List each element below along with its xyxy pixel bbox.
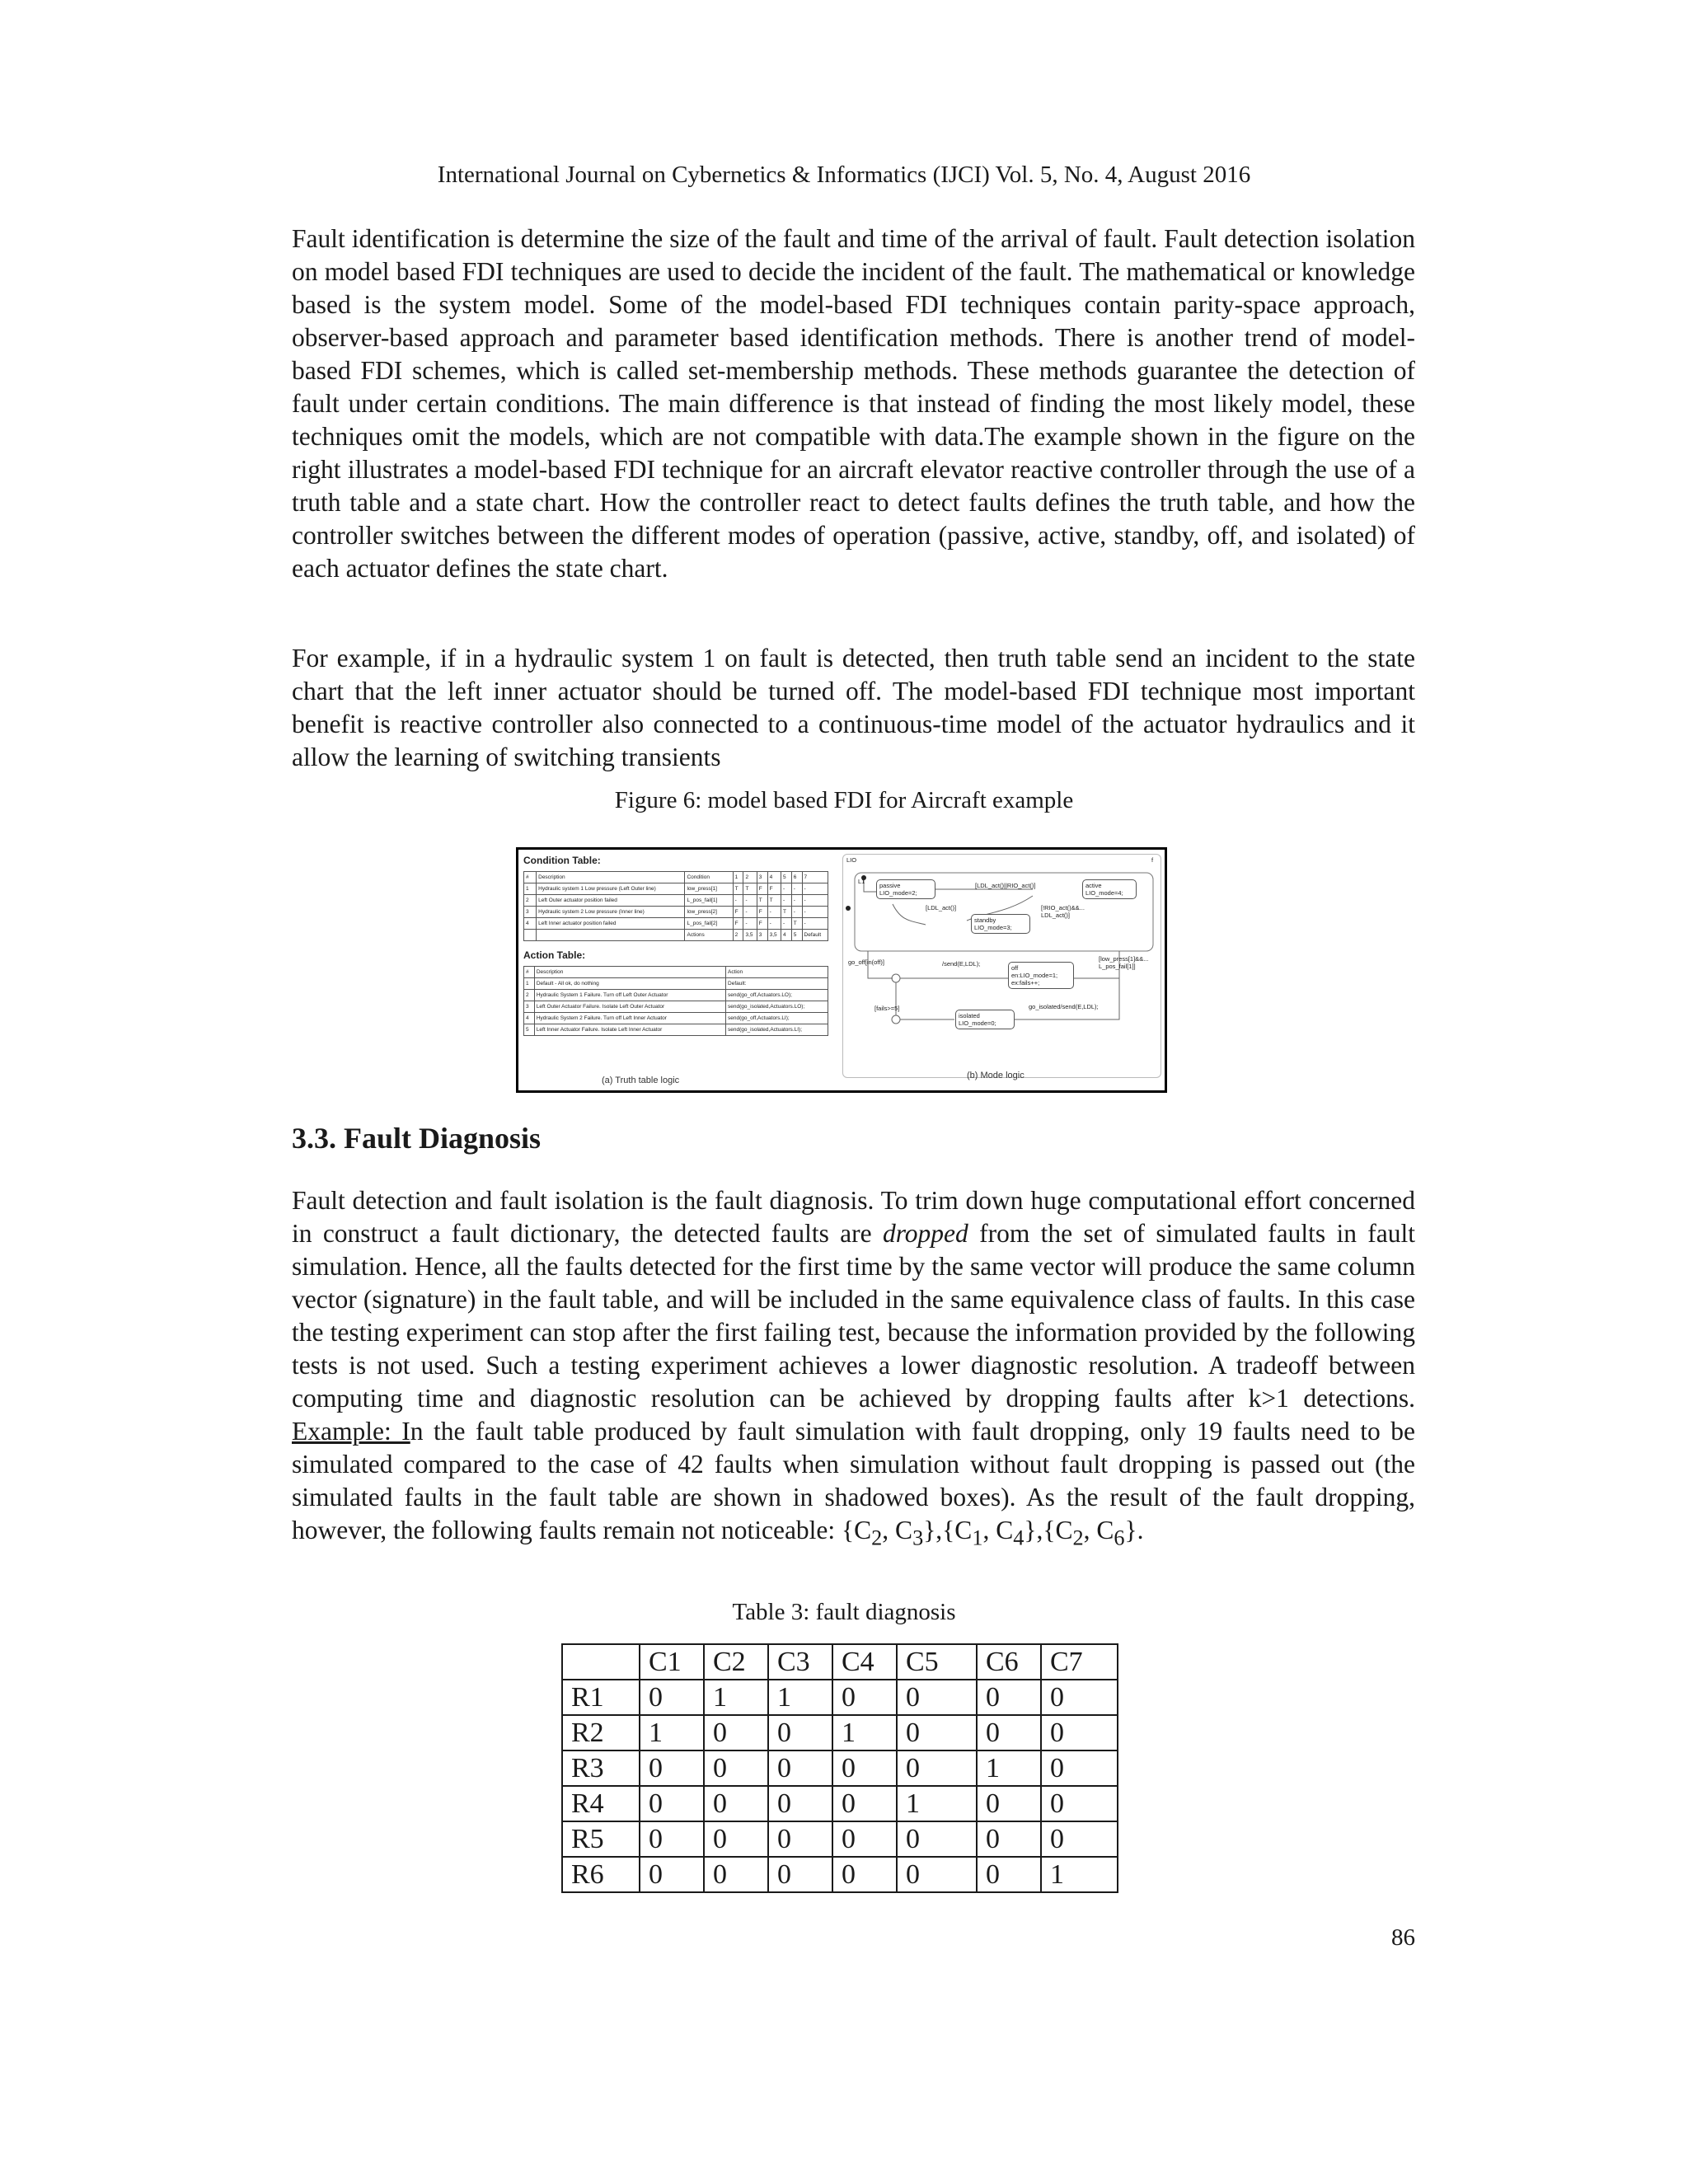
table-cell: 0 [1041, 1715, 1118, 1750]
table-header-row [524, 967, 828, 978]
table-cell: - [791, 907, 802, 918]
table-cell: Condition [685, 872, 733, 883]
table-cell: 0 [768, 1750, 832, 1786]
table-cell [524, 930, 537, 941]
table-cell: L_pos_fail[2] [685, 918, 733, 930]
table-cell: - [802, 907, 828, 918]
table-cell: - [743, 918, 757, 930]
condition-row [524, 883, 828, 895]
table-cell: T [767, 895, 781, 907]
table-cell: 2 [733, 930, 743, 941]
table-cell: 0 [768, 1857, 832, 1892]
table-caption: Table 3: fault diagnosis [732, 1599, 956, 1625]
action-row [524, 1013, 828, 1024]
table-cell: 4 [767, 872, 781, 883]
chart-l1-label: L1 [858, 878, 865, 885]
right-subcaption: (b) Mode logic [967, 1071, 1025, 1080]
table-cell: # [524, 872, 537, 883]
table-cell: 3 [524, 907, 537, 918]
table-cell: - [767, 918, 781, 930]
table-cell: 2 [743, 872, 757, 883]
table-cell: 4 [524, 918, 537, 930]
table-cell: send(go_off,Actuators.LI); [726, 1013, 828, 1024]
transition-label-2: [LDL_act()] [926, 904, 957, 912]
table-row [562, 1680, 1118, 1715]
table-cell: Left Inner actuator position failed [537, 918, 685, 930]
table-cell: 1 [524, 978, 535, 990]
table-cell: 0 [977, 1715, 1041, 1750]
table-cell: 5 [524, 1024, 535, 1036]
table-cell: 3,5 [743, 930, 757, 941]
table-cell: - [743, 907, 757, 918]
table-cell: 1 [1041, 1857, 1118, 1892]
truth-table-logic [523, 853, 832, 1088]
table-cell: 0 [640, 1857, 704, 1892]
table-row [562, 1750, 1118, 1786]
table-cell: 4 [781, 930, 791, 941]
table-cell: F [757, 918, 767, 930]
column-header [562, 1644, 640, 1680]
fault-diagnosis-table [561, 1643, 1118, 1893]
action-row [524, 978, 828, 990]
table-cell: 0 [977, 1821, 1041, 1857]
table-cell: Left Outer Actuator Failure. Isolate Left Outer Actuator [534, 1001, 725, 1013]
table-cell: Description [534, 967, 725, 978]
table-cell: 0 [897, 1680, 977, 1715]
table-cell: 2 [524, 990, 535, 1001]
column-header: C5 [897, 1644, 977, 1680]
table-cell: Action [726, 967, 828, 978]
transition-label-3: [!RIO_act()&&... LDL_act()] [1041, 904, 1085, 919]
condition-row [524, 918, 828, 930]
column-header: C4 [832, 1644, 897, 1680]
table-cell: - [802, 883, 828, 895]
table-cell: low_press[2] [685, 907, 733, 918]
table-cell: 0 [704, 1857, 768, 1892]
column-header: C3 [768, 1644, 832, 1680]
table-cell: T [743, 883, 757, 895]
condition-row [524, 907, 828, 918]
paragraph-example: For example, if in a hydraulic system 1 on fault is detected, then truth table send an incident to the state chart that the left inner actuator should be turned off. The model-based FDI technique most important benefit is reactive controller also connected to a continuous-time model of the actuator hydraulics and it allow the learning of switching transients [292, 644, 1415, 771]
condition-row [524, 930, 828, 941]
table-cell: 1 [977, 1750, 1041, 1786]
table-cell: Default: [726, 978, 828, 990]
row-header: R1 [562, 1680, 640, 1715]
table-cell: 0 [704, 1786, 768, 1821]
table-cell [537, 930, 685, 941]
action-row [524, 1024, 828, 1036]
table-cell: Hydraulic System 2 Failure. Turn off Left Inner Actuator [534, 1013, 725, 1024]
table-cell: 3 [757, 872, 767, 883]
paragraph-fdi: Fault identification is determine the size of the fault and time of the arrival of fault. Fault detection isolation on model based FDI techniques are used to decide the incident of the fault. The mathematical or knowledge based is the system model. Some of the model-based FDI techniques contain parity-space approach, observer-based approach and parameter based identification methods. There is another trend of model-based FDI schemes, which is called set-membership methods. These methods guarantee the detection of fault under certain conditions. The main difference is that instead of finding the most likely model, these techniques omit the models, which are not compatible with data.The example shown in the figure on the right illustrates a model-based FDI technique for an aircraft elevator reactive controller through the use of a truth table and a state chart. How the controller react to detect faults defines the truth table, and how the controller switches between the different modes of operation (passive, active, standby, off, and isolated) of each actuator defines the state chart. [292, 224, 1415, 583]
section-title: 3.3. Fault Diagnosis [292, 1122, 542, 1155]
table-cell: 2 [524, 895, 537, 907]
transition-label-6: [low_press[1]&&... L_pos_fail[1]] [1099, 955, 1149, 970]
table-cell: 3 [524, 1001, 535, 1013]
table-cell: 0 [1041, 1750, 1118, 1786]
table-cell: 3,5 [767, 930, 781, 941]
table-row [562, 1821, 1118, 1857]
table-cell: 0 [897, 1750, 977, 1786]
table-cell: T [733, 883, 743, 895]
transition-label-7: [fails>=5] [874, 1005, 900, 1012]
table-cell: T [757, 895, 767, 907]
chart-lio-label: LIO [846, 856, 857, 864]
state-off: off en:LIO_mode=1; ex:fails++; [1008, 962, 1074, 989]
table-cell: 0 [897, 1821, 977, 1857]
table-cell: 4 [524, 1013, 535, 1024]
column-header: C6 [977, 1644, 1041, 1680]
mode-logic-statechart [842, 854, 1161, 1078]
table-cell: F [733, 907, 743, 918]
column-header: C2 [704, 1644, 768, 1680]
table-cell: 1 [897, 1786, 977, 1821]
row-header: R5 [562, 1821, 640, 1857]
table-cell: 0 [832, 1750, 897, 1786]
transition-label-8: go_isolated/send(E,LDL); [1029, 1003, 1099, 1010]
table-row [562, 1715, 1118, 1750]
page-number: 86 [1391, 1924, 1415, 1951]
table-cell: 7 [802, 872, 828, 883]
chart-f-label: f [1151, 856, 1154, 864]
table-cell: send(go_isolated,Actuators.LO); [726, 1001, 828, 1013]
table-cell: F [757, 907, 767, 918]
table-cell: 0 [704, 1821, 768, 1857]
table-cell: 1 [733, 872, 743, 883]
table-cell: 0 [704, 1715, 768, 1750]
table-cell: L_pos_fail[1] [685, 895, 733, 907]
condition-row [524, 895, 828, 907]
journal-header: International Journal on Cybernetics & Informatics (IJCI) Vol. 5, No. 4, August 2016 [437, 162, 1251, 188]
table-cell: 0 [640, 1680, 704, 1715]
table-cell: 0 [977, 1786, 1041, 1821]
state-standby: standby LIO_mode=3; [971, 914, 1030, 934]
table-cell: 0 [768, 1821, 832, 1857]
table-cell: low_press[1] [685, 883, 733, 895]
column-header: C7 [1041, 1644, 1118, 1680]
table-cell: Hydraulic system 2 Low pressure (Inner line) [537, 907, 685, 918]
table-cell: 1 [524, 883, 537, 895]
left-subcaption: (a) Truth table logic [602, 1076, 680, 1085]
table-cell: 0 [832, 1821, 897, 1857]
transition-label-4: go_off[in(off)] [848, 958, 884, 966]
table-cell: 5 [781, 872, 791, 883]
table-cell: 0 [768, 1786, 832, 1821]
condition-table [523, 871, 828, 941]
table-cell: 0 [897, 1857, 977, 1892]
table-cell: Description [537, 872, 685, 883]
state-isolated: isolated LIO_mode=0; [955, 1010, 1015, 1029]
table-cell: Hydraulic System 1 Failure. Turn off Left Outer Actuator [534, 990, 725, 1001]
table-cell: 0 [1041, 1821, 1118, 1857]
action-table [523, 966, 828, 1036]
table-cell: 5 [791, 930, 802, 941]
table-cell: 1 [704, 1680, 768, 1715]
table-cell: - [781, 895, 791, 907]
table-cell: Hydraulic system 1 Low pressure (Left Outer line) [537, 883, 685, 895]
table-cell: - [781, 883, 791, 895]
table-cell: 0 [832, 1680, 897, 1715]
table-cell: - [767, 907, 781, 918]
action-row [524, 990, 828, 1001]
table-cell: 0 [1041, 1680, 1118, 1715]
table-cell: 0 [640, 1786, 704, 1821]
table-cell: 1 [640, 1715, 704, 1750]
table-cell: T [791, 918, 802, 930]
paragraph-fault-diagnosis: Fault detection and fault isolation is the fault diagnosis. To trim down huge computational effort concerned in construct a fault dictionary, the detected faults are dropped from the set of simulated faults in fault simulation. Hence, all the faults detected for the first time by the same vector will produce the same column vector (signature) in the fault table, and will be included in the same equivalence class of faults. In this case the testing experiment can stop after the first failing test, because the information provided by the following tests is not used. Such a testing experiment achieves a lower diagnostic resolution. A tradeoff between computing time and diagnostic resolution can be achieved by dropping faults after k>1 detections. Example: In the fault table produced by fault simulation with fault dropping, only 19 faults need to be simulated compared to the case of 42 faults when simulation without fault dropping is passed out (the simulated faults in the fault table are shown in shadowed boxes). As the result of the fault dropping, however, the following faults remain not noticeable: {$C_2$, $C_3\},\{C_1$, $C_4\},\{C_2$, $C_6$}. [292, 1186, 1416, 1550]
table-cell: 0 [768, 1715, 832, 1750]
table-cell: Left Inner Actuator Failure. Isolate Left Inner Actuator [534, 1024, 725, 1036]
table-cell: send(go_off,Actuators.LO); [726, 990, 828, 1001]
table-cell: Actions [685, 930, 733, 941]
column-header: C1 [640, 1644, 704, 1680]
table-cell: F [757, 883, 767, 895]
table-cell: - [781, 918, 791, 930]
table-cell: 0 [832, 1857, 897, 1892]
figure-model-based-fdi [516, 847, 1167, 1093]
table-cell: 0 [704, 1750, 768, 1786]
table-cell: Default [802, 930, 828, 941]
table-cell: 0 [977, 1857, 1041, 1892]
table-cell: Left Outer actuator position failed [537, 895, 685, 907]
table-cell: - [733, 895, 743, 907]
action-table-title: Action Table: [523, 949, 586, 961]
table-row [562, 1857, 1118, 1892]
row-header: R3 [562, 1750, 640, 1786]
table-cell: 0 [832, 1786, 897, 1821]
table-cell: 0 [977, 1680, 1041, 1715]
table-header-row [562, 1644, 1118, 1680]
table-cell: Default - All ok, do nothing [534, 978, 725, 990]
table-cell: 0 [640, 1821, 704, 1857]
condition-table-title: Condition Table: [523, 855, 601, 866]
transition-label-1: [LDL_act()||RIO_act()] [975, 882, 1036, 889]
table-cell: 6 [791, 872, 802, 883]
table-cell: - [802, 918, 828, 930]
table-cell: - [802, 895, 828, 907]
row-header: R2 [562, 1715, 640, 1750]
table-cell: 1 [768, 1680, 832, 1715]
table-cell: T [781, 907, 791, 918]
table-cell: 0 [640, 1750, 704, 1786]
table-cell: 0 [1041, 1786, 1118, 1821]
table-cell: F [733, 918, 743, 930]
table-cell: 0 [897, 1715, 977, 1750]
table-cell: 1 [832, 1715, 897, 1750]
state-active: active LIO_mode=4; [1082, 879, 1137, 899]
transition-label-5: /send(E,LDL); [942, 960, 981, 968]
table-cell: # [524, 967, 535, 978]
table-cell: - [743, 895, 757, 907]
table-cell: send(go_isolated,Actuators.LI); [726, 1024, 828, 1036]
action-row [524, 1001, 828, 1013]
table-header-row [524, 872, 828, 883]
row-header: R4 [562, 1786, 640, 1821]
table-cell: F [767, 883, 781, 895]
row-header: R6 [562, 1857, 640, 1892]
figure-caption: Figure 6: model based FDI for Aircraft example [614, 787, 1074, 813]
state-passive: passive LIO_mode=2; [876, 879, 935, 899]
table-row [562, 1786, 1118, 1821]
table-cell: 3 [757, 930, 767, 941]
table-cell: - [791, 883, 802, 895]
table-cell: - [791, 895, 802, 907]
